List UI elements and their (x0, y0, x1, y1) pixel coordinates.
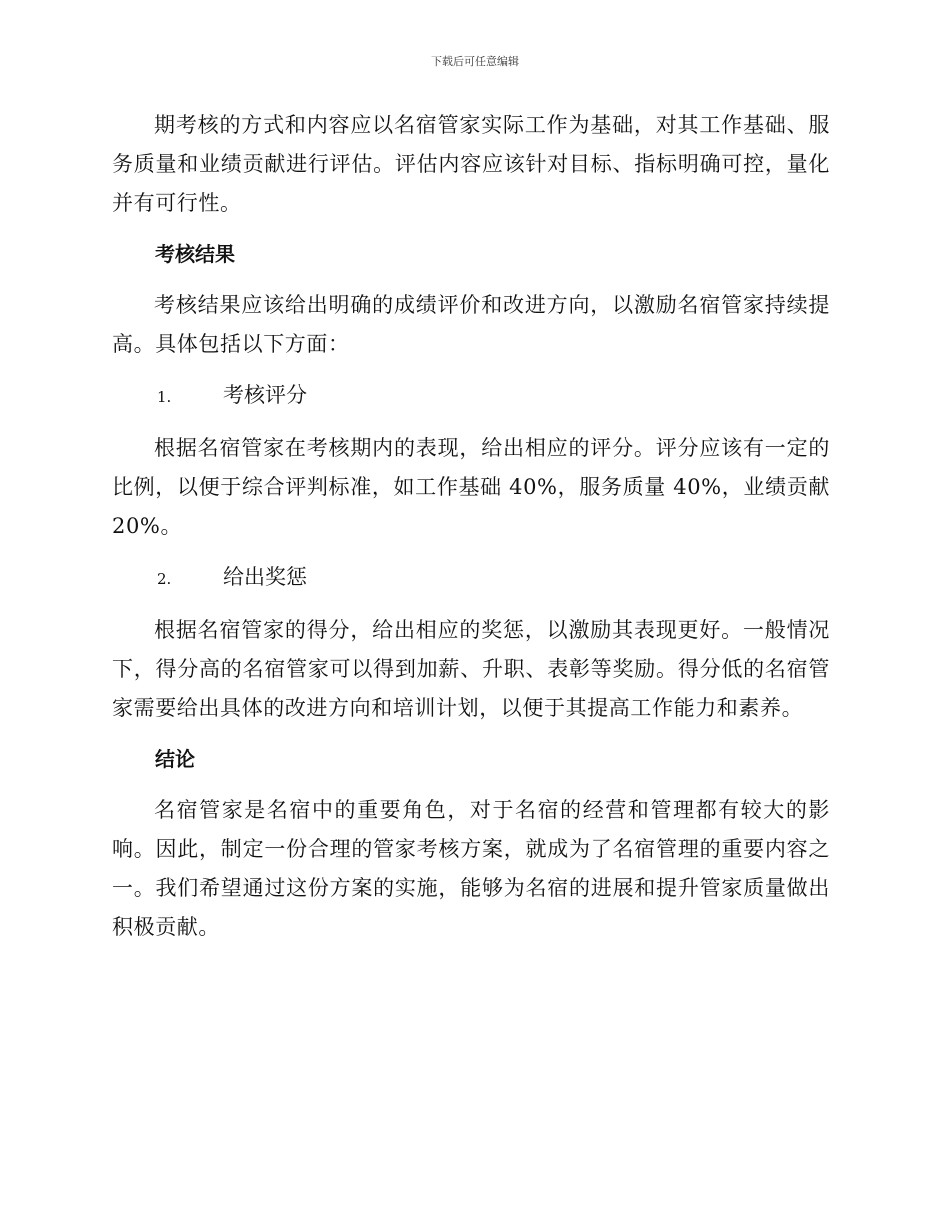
heading-assessment-results: 考核结果 (155, 242, 235, 266)
list-label: 给出奖惩 (223, 565, 307, 589)
list-number: 2. (157, 570, 172, 588)
paragraph-results-intro: 考核结果应该给出明确的成绩评价和改进方向，以激励名宿管家持续提高。具体包括以下方面： (112, 293, 830, 356)
heading-conclusion: 结论 (155, 747, 195, 771)
list-label: 考核评分 (223, 383, 307, 407)
paragraph-conclusion: 名宿管家是名宿中的重要角色，对于名宿的经营和管理都有较大的影响。因此，制定一份合理的管家考核方案，就成为了名宿管理的重要内容之一。我们希望通过这份方案的实施，能够为名宿的进展和提升管家质量做出积极贡献。 (112, 798, 830, 939)
list-item-scoring (112, 376, 830, 417)
paragraph-assessment-method: 期考核的方式和内容应以名宿管家实际工作为基础，对其工作基础、服务质量和业绩贡献进行评估。评估内容应该针对目标、指标明确可控，量化并有可行性。 (112, 113, 830, 215)
list-item-rewards (112, 558, 830, 599)
paragraph-rewards: 根据名宿管家的得分，给出相应的奖惩，以激励其表现更好。一般情况下，得分高的名宿管家可以得到加薪、升职、表彰等奖励。得分低的名宿管家需要给出具体的改进方向和培训计划，以便于其提高工作能力和素养。 (112, 618, 830, 720)
list-number: 1. (157, 388, 172, 406)
document-body (112, 106, 830, 947)
page-header: 下载后可任意编辑 (431, 55, 519, 68)
paragraph-scoring: 根据名宿管家在考核期内的表现，给出相应的评分。评分应该有一定的比例，以便于综合评判标准，如工作基础 40%，服务质量 40%，业绩贡献 20%。 (112, 436, 830, 538)
